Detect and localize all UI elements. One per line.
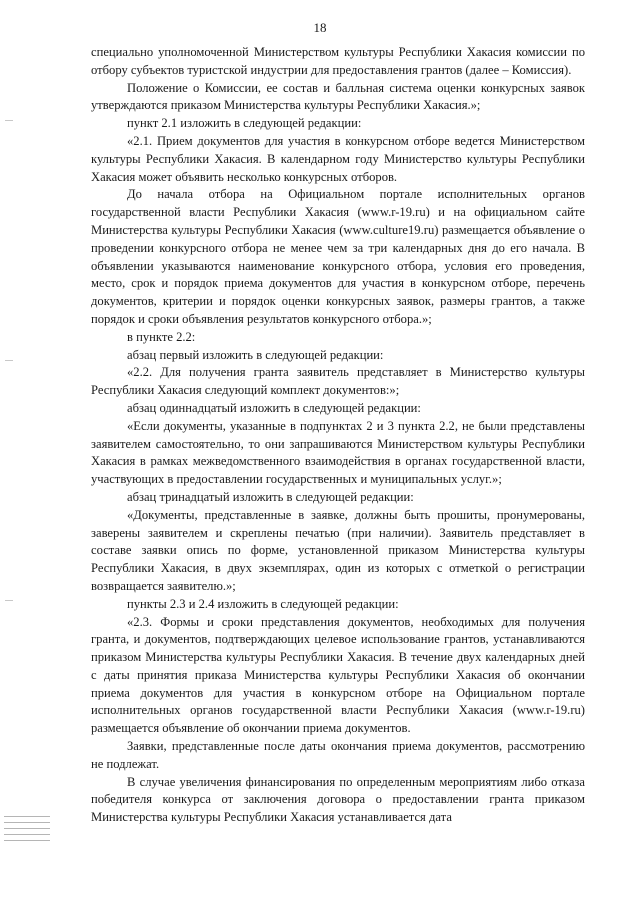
document-body (91, 44, 585, 827)
margin-mark (5, 360, 13, 361)
paragraph: «2.3. Формы и сроки представления документов, необходимых для получения гранта, и документов, подтверждающих целевое использование грантов, устанавливаются приказом Министерства культуры Республики Хакасия. В течение двух календарных дней с даты принятия приказа Министерства культуры Республики Хакасия об окончании приема документов для участия в конкурсном отборе на Официальном портале исполнительных органов государственной власти Республики Хакасия (www.r-19.ru) размещается объявление об окончании приема документов. (91, 614, 585, 736)
paragraph: «Документы, представленные в заявке, должны быть прошиты, пронумерованы, заверены заявителем и скреплены печатью (при наличии). Заявитель представляет в составе заявки опись по форме, установленной приказом Министерства культуры Республики Хакасия, в двух экземплярах, один из которых с отметкой о регистрации возвращается заявителю.»; (91, 507, 585, 593)
registration-stamp (4, 812, 50, 868)
paragraph: в пункте 2.2: (127, 329, 196, 344)
paragraph: специально уполномоченной Министерством культуры Республики Хакасия комиссии по отбору субъектов туристской индустрии для предоставления грантов (далее – Комиссия). (91, 45, 585, 77)
paragraph: «Если документы, указанные в подпунктах 2 и 3 пункта 2.2, не были представлены заявителем самостоятельно, то они запрашиваются Министерством культуры Республики Хакасия в рамках межведомственного взаимодействия в органах государственной власти, участвующих в предоставлении государственных и муниципальных услуг.»; (91, 418, 585, 487)
paragraph: «2.1. Прием документов для участия в конкурсном отборе ведется Министерством культуры Республики Хакасия. В календарном году Министерство культуры Республики Хакасия может объявить несколько конкурсных отборов. (91, 133, 585, 184)
paragraph: До начала отбора на Официальном портале исполнительных органов государственной власти Республики Хакасия (www.r-19.ru) и на официальном сайте Министерства культуры Республики Хакасия (www.culture19.ru) размещается объявление о проведении конкурсного отбора не менее чем за три календарных дня до его начала. В объявлении указываются наименование конкурсного отбора, условия его проведения, место, срок и порядок приема документов для участия в конкурсном отборе, перечень документов, критерии и порядок оценки конкурсных заявок, размеры грантов, а также порядок и сроки объявления результатов конкурсного отбора.»; (91, 187, 585, 326)
paragraph: В случае увеличения финансирования по определенным мероприятиям либо отказа победителя конкурса от заключения договора о предоставлении гранта приказом Министерства культуры Республики Хакасия устанавливается дата (91, 774, 585, 825)
paragraph: абзац одиннадцатый изложить в следующей редакции: (127, 400, 421, 415)
paragraph: Заявки, представленные после даты окончания приема документов, рассмотрению не подлежат. (91, 739, 585, 771)
paragraph: пункты 2.3 и 2.4 изложить в следующей редакции: (127, 596, 399, 611)
paragraph: пункт 2.1 изложить в следующей редакции: (127, 116, 362, 131)
margin-mark (5, 120, 13, 121)
paragraph: «2.2. Для получения гранта заявитель представляет в Министерство культуры Республики Хакасия следующий комплект документов:»; (91, 365, 585, 398)
page-number: 18 (313, 20, 327, 35)
paragraph: абзац тринадцатый изложить в следующей редакции: (127, 489, 414, 504)
margin-mark (5, 600, 13, 601)
paragraph: абзац первый изложить в следующей редакции: (127, 347, 384, 362)
paragraph: Положение о Комиссии, ее состав и балльная система оценки конкурсных заявок утверждаются приказом Министерства культуры Республики Хакасия.»; (91, 80, 585, 113)
